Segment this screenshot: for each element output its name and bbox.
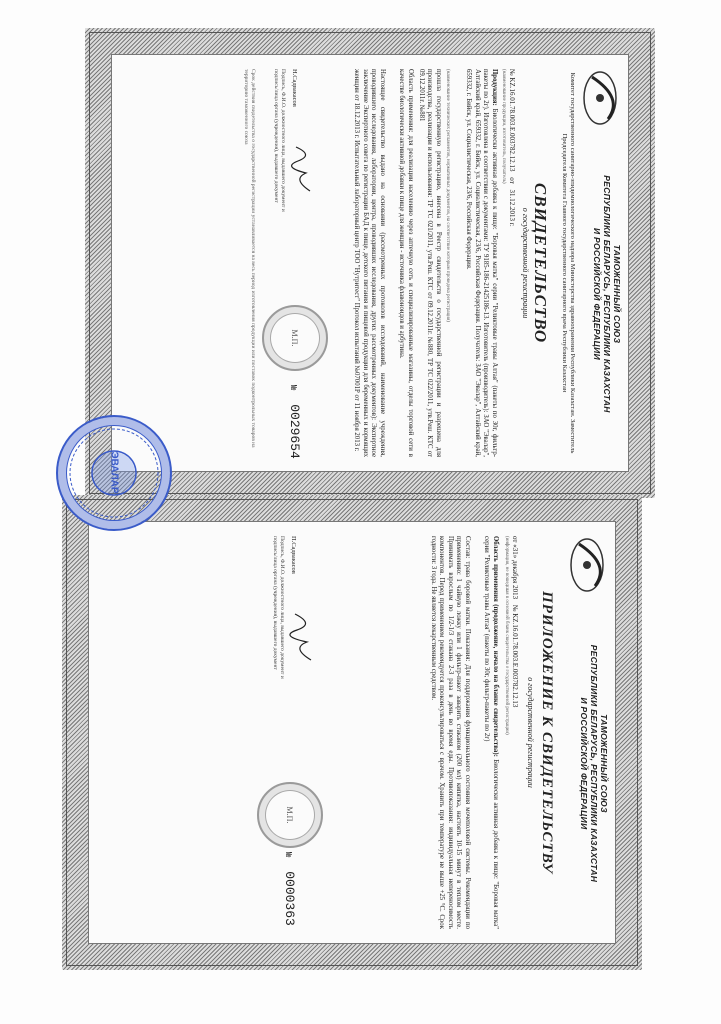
appendix-body xyxy=(88,521,616,944)
certificate-serial xyxy=(287,385,302,459)
serial-prefix: № xyxy=(288,385,298,391)
compliance-hint: (наименование технических регламентов, нормативных документов, на соответствие которым проведена регистрация) xyxy=(445,69,450,322)
appendix-signer-name: П.Садвакасов xyxy=(290,536,297,574)
company-stamp xyxy=(56,415,172,531)
signature-icon xyxy=(289,612,315,662)
registration-certificate xyxy=(85,28,655,498)
certificate-subtitle: о государственной регистрации xyxy=(521,207,530,319)
appendix-date: от «31» декабря 2013 xyxy=(511,536,519,600)
appendix-registration-line xyxy=(511,536,519,929)
appendix-hint: (информация, не вошедшая в основной бланк свидетельства о государственной регистрации) xyxy=(504,536,509,735)
signer-name: Н.Садвакасов xyxy=(291,69,298,107)
customs-union-header: ТАМОЖЕННЫЙ СОЮЗ РЕСПУБЛИКИ БЕЛАРУСЬ, РЕСПУБЛИКИ КАЗАХСТАН И РОССИЙСКОЙ ФЕДЕРАЦИИ xyxy=(579,644,609,883)
composition-text: Состав: трава боровой матки. Показания: Для поддержания функционального состояния мочеполовой системы. Рекомендации по применению: 1 чайную ложку или 1 фильтр-пакет заварить стаканом (200 мл) кипятка, настоять 10-15 минут в теплом месте. Принимать взрослым по 1/2-1/3 стакана 2-3 раза в день во время еды. Противопоказания: индивидуальная непереносимость компонентов. Перед применением рекомендуется проконсультироваться с врачом. Хранить при температуре не выше +25 °С. Срок годности: 3 года. Не является лекарственным средством. xyxy=(429,536,471,929)
certificate-title: СВИДЕТЕЛЬСТВО xyxy=(531,182,550,344)
certificate-body xyxy=(111,54,629,472)
appendix-serial-number: 0000363 xyxy=(282,871,297,926)
certificate-appendix xyxy=(62,495,642,970)
seal-mark: М.П. xyxy=(262,305,328,371)
appendix-signer-caption: Подпись, Ф.И.О. должностного лица, выдавшего документ и подпись/лица органа (учреждения), выдавшего документ xyxy=(272,536,285,679)
serial-number: 0029654 xyxy=(287,404,302,459)
registration-line xyxy=(508,69,516,457)
registration-date: 31.12.2013 г. xyxy=(508,189,516,227)
signature-icon xyxy=(290,145,316,195)
basis-text: Настоящее свидетельство выдано на основании (рассмотренных протоколов исследований, наименование учреждения, проводившего исследования, лаборатории, центра, проводивших исследования, других рассмотренных документов): Экспертное заключение Экспертного совета по регистрации БАД к пище, детского питания и пищевой продукции для беременных и кормящих женщин от 18.12.2013 г. Испытательный лабораторный центр ТОО "Нутритест" Протокол испытаний №07001Р от 11 ноября 2013 г. xyxy=(353,69,386,457)
appendix-serial-prefix: № xyxy=(283,852,293,858)
registration-from: от xyxy=(508,177,516,184)
issuing-authority: Комитет государственного санитарно-эпидемиологического надзора Министерства здравоохранения Республики Казахстан. Заместитель Председателя Комитета Главного государственного санитарного врача Республики Казахстан xyxy=(561,72,576,454)
registration-number: № KZ.16.01.78.003.E.003782.12.13 xyxy=(508,69,516,172)
customs-union-logo-icon xyxy=(580,69,620,127)
signer-caption: Подпись, Ф.И.О. должностного лица, выдавшего документ и подпись/лица органа (учреждения), выдавшего документ xyxy=(273,69,286,212)
customs-union-logo-icon xyxy=(567,536,607,594)
certificate-footnote: Срок действия свидетельства о государственной регистрации устанавливается на весь период изготовления продукции или поставок подконтрольных товаров на территорию таможенного союза xyxy=(243,69,256,448)
appendix-registration-number: № KZ.16.01.78.003.E.003782.12.13 xyxy=(511,604,519,708)
scope-text: Биологически активная добавка к пище: "Боровая матка" серии "Реликтовые травы Алтая" (пакеты по 30г, фильтр-пакеты по 2г) xyxy=(483,536,499,930)
appendix-subtitle: о государственной регистрации xyxy=(526,677,535,788)
compliance-text: прошла государственную регистрацию, внесена в Реестр свидетельств о государственной регистрации и разрешена для производства, реализации и использования: ТР ТС 021/2011, утв.Реш. КТС от 09.12.2011г. №880, ТР ТС 022/2011, утв.Реш. КТС от 09.12.2011г. №881 xyxy=(417,69,442,457)
appendix-title: ПРИЛОЖЕНИЕ К СВИДЕТЕЛЬСТВУ xyxy=(539,591,555,874)
stamp-text: ЭВАЛАР xyxy=(108,451,120,494)
product-hint: (наименование продукции, изготовитель, получатель) xyxy=(501,69,506,184)
product-text: Биологически активная добавка к пище: "Боровая матка" серии "Реликтовые травы Алтая" (пакеты по 30г, фильтр-пакеты по 2г). Изготовлена в соответствии с документами: ТУ 9185-186-21425186-13. Изготовитель (производитель): ЗАО "Эвалар", Алтайский край, 659332, г. Бийск, ул. Социалистическая, 23/6, Российская Федерация. Получатель: ЗАО "Эвалар", Алтайский край, 659332, г. Бийск, ул. Социалистическая, 23/6, Российская Федерация. xyxy=(465,69,498,458)
product-description xyxy=(464,69,498,457)
appendix-serial xyxy=(282,852,297,926)
appendix-seal-mark: М.П. xyxy=(257,782,323,848)
customs-union-header: ТАМОЖЕННЫЙ СОЮЗ РЕСПУБЛИКИ БЕЛАРУСЬ, РЕСПУБЛИКИ КАЗАХСТАН И РОССИЙСКОЙ ФЕДЕРАЦИИ xyxy=(592,175,622,413)
scope-label: Область применения (продолжение, начало на бланке свидетельства): xyxy=(492,536,499,757)
scope-section xyxy=(482,536,499,929)
usage-text: Область применения: для реализации населению через аптечную сеть и специализированные магазины, отделы торговой сети в качестве биологически активной добавки к пище для женщин - источника флавоноидов и арбутина. xyxy=(398,69,414,457)
product-label: Продукция: xyxy=(491,69,498,106)
